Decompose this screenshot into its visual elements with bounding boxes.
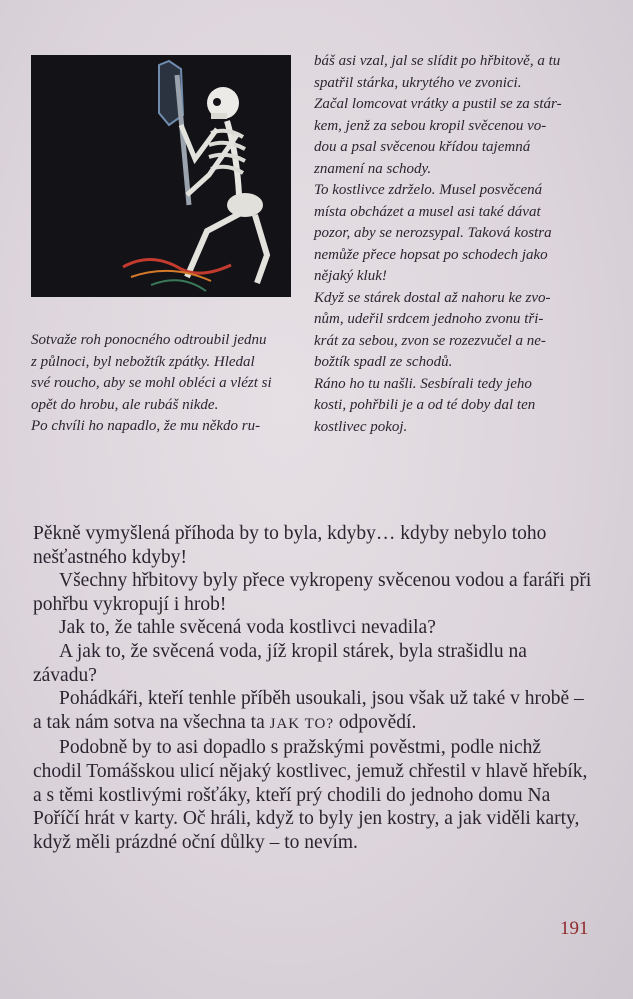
paragraph: Podobně by to asi dopadlo s pražskými pověstmi, podle nichž chodil Tomášskou ulicí nějaký kostlivec, jemuž chřestil v hlavě hřebík, a s těmi kostlivými rošťáky, kteří prý chodili do jednoho domu Na Poříčí hrát v karty. Oč hráli, když to byly jen kostry, a jak viděli karty, když měli prázdné oční důlky – to nevím. [33,737,588,853]
caption-line: Po chvíli ho napadlo, že mu někdo ru- [31,418,261,434]
caption-line: dou a psal svěcenou křídou tajemná [314,139,531,155]
paragraph: Všechny hřbitovy byly přece vykropeny svěcenou vodou a faráři při pohřbu vykropují i hrob! [33,570,592,615]
caption-line: Začal lomcovat vrátky a pustil se za stár- [314,96,562,112]
caption-line: krát za sebou, zvon se rozezvučel a ne- [314,332,546,349]
paragraph-text: Pohádkáři, kteří tenhle příběh usoukali, jsou však už také v hrobě – a tak nám sotva na všechna ta [33,688,584,733]
caption-line: své roucho, aby se mohl obléci a vlézt si [31,375,272,391]
caption-line: kostlivec pokoj. [314,418,408,435]
caption-line: znamení na schody. [314,160,432,177]
caption-line: spatřil stárka, ukrytého ve zvonici. [314,74,522,91]
caption-line: To kostlivce zdrželo. Musel posvěcená [314,182,543,198]
paragraph [33,687,593,736]
paragraph-text: odpovědí. [334,711,417,733]
small-caps-phrase: JAK TO? [269,715,334,732]
caption-line: z půlnoci, byl nebožtík zpátky. Hledal [31,353,255,370]
caption-left-column [31,330,296,438]
caption-line: báš asi vzal, jal se slídit po hřbitově, a tu [314,53,561,69]
caption-line: pozor, aby se nerozsypal. Taková kostra [314,225,552,241]
caption-line: opět do hrobu, ale rubáš nikde. [31,396,219,413]
page-number: 191 [560,918,589,939]
caption-line: nemůže přece hopsat po schodech jako [314,246,548,263]
caption-right-column [314,51,614,438]
caption-line: Ráno ho tu našli. Sesbírali tedy jeho [314,375,532,392]
paragraph: Jak to, že tahle svěcená voda kostlivci nevadila? [59,617,436,639]
caption-line: Když se stárek dostal až nahoru ke zvo- [314,289,551,306]
caption-line: kosti, pohřbili je a od té doby dal ten [314,397,536,413]
caption-line: božtík spadl ze schodů. [314,354,453,370]
paragraph: A jak to, že svěcená voda, jíž kropil stárek, byla strašidlu na závadu? [33,640,527,686]
caption-line: kem, jenž za sebou kropil svěcenou vo- [314,117,547,134]
main-text [33,522,593,854]
caption-line: nům, udeřil srdcem jednoho zvonu tři- [314,311,544,327]
caption-line: nějaký kluk! [314,268,387,284]
caption-line: Sotvaže roh ponocného odtroubil jednu [31,332,267,348]
paragraph: Pěkně vymyšlená příhoda by to byla, kdyby… kdyby nebylo toho nešťastného kdyby! [33,523,547,568]
skeleton-with-axe-illustration [31,55,291,297]
caption-line: místa obcházet a musel asi také dávat [314,203,541,220]
